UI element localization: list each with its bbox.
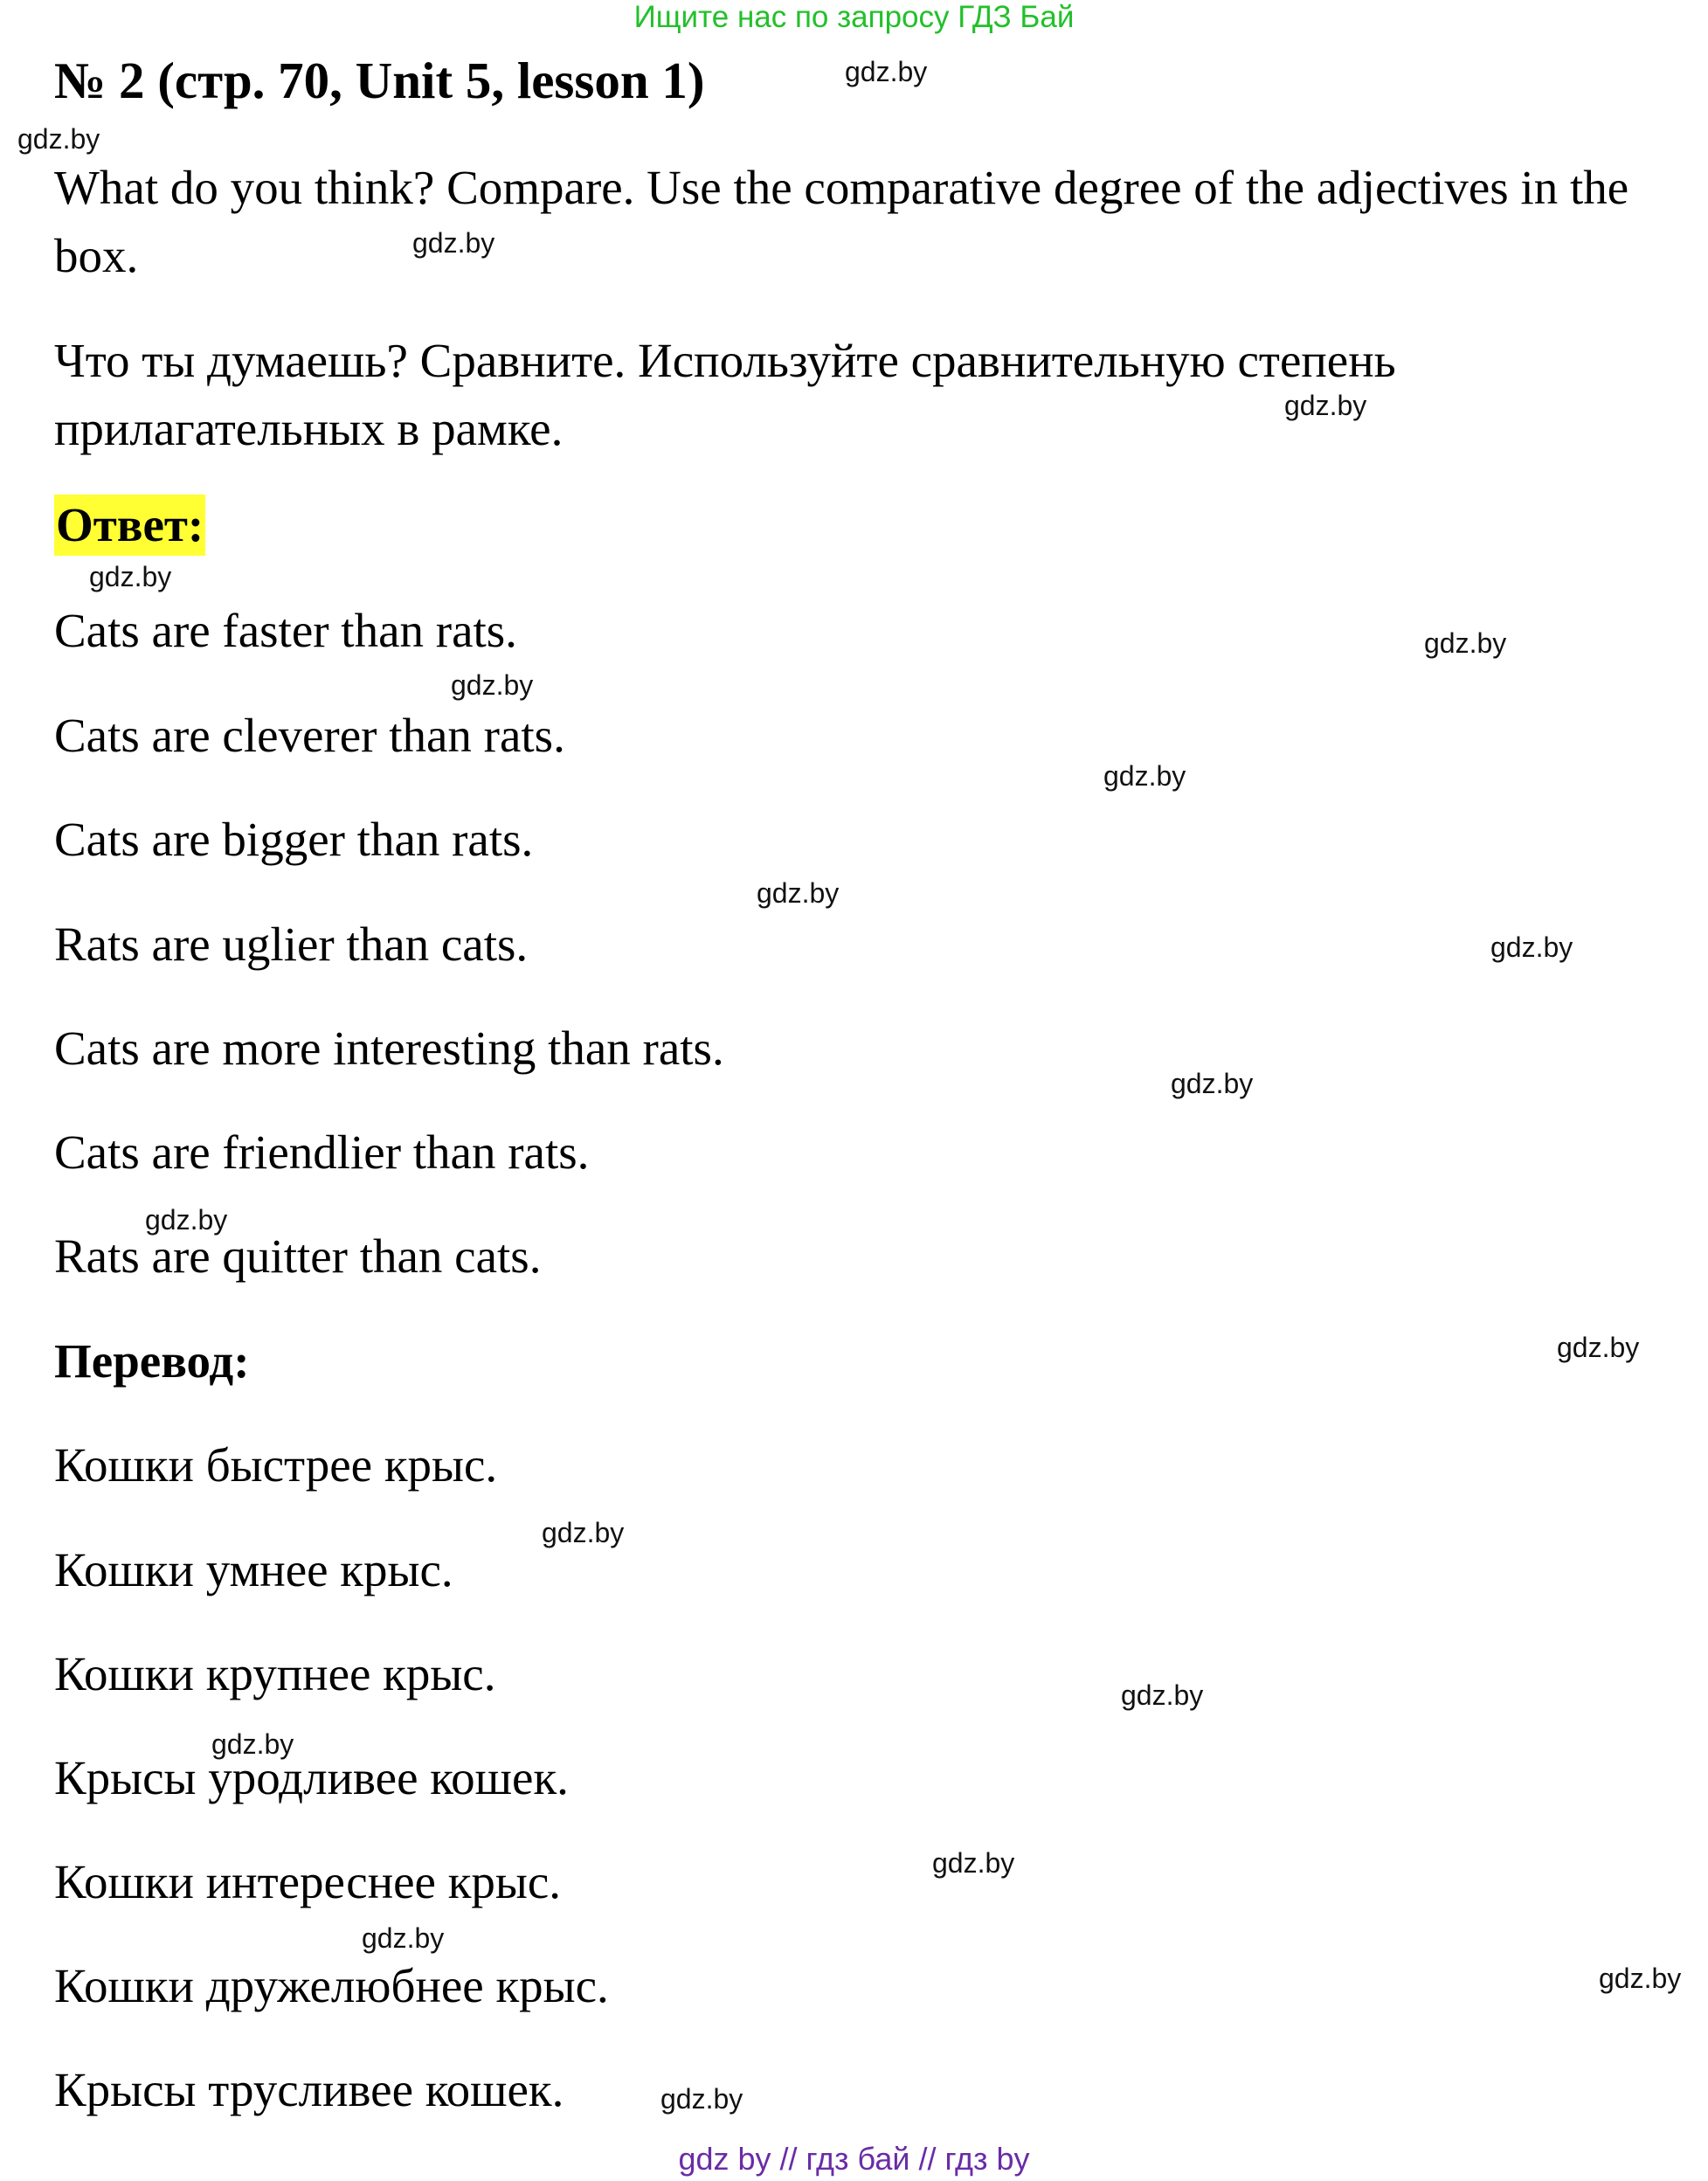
- translation-line: Крысы трусливее кошек.: [54, 2063, 564, 2116]
- answer-line: Cats are friendlier than rats.: [54, 1125, 590, 1179]
- watermark: gdz.by: [1599, 1963, 1682, 1994]
- watermark: gdz.by: [1121, 1679, 1204, 1711]
- footer-links: gdz by // гдз бай // гдз by: [678, 2141, 1030, 2177]
- watermark: gdz.by: [17, 123, 100, 155]
- watermark: gdz.by: [362, 1922, 445, 1954]
- answer-line: Cats are bigger than rats.: [54, 813, 534, 866]
- watermark: gdz.by: [1490, 931, 1573, 963]
- translation-line: Кошки умнее крыс.: [54, 1543, 453, 1596]
- watermark: gdz.by: [1103, 760, 1186, 792]
- watermark: gdz.by: [211, 1728, 294, 1760]
- answer-line: Rats are uglier than cats.: [54, 917, 529, 971]
- watermark: gdz.by: [89, 561, 172, 592]
- page-title: № 2 (стр. 70, Unit 5, lesson 1): [54, 52, 705, 109]
- translation-line: Кошки интереснее крыс.: [54, 1855, 562, 1908]
- translation-line: Кошки дружелюбнее крыс.: [54, 1959, 609, 2012]
- answer-line: Rats are quitter than cats.: [54, 1229, 542, 1283]
- watermark: gdz.by: [845, 56, 928, 87]
- answer-line: Cats are faster than rats.: [54, 604, 517, 657]
- answer-line: Cats are more interesting than rats.: [54, 1021, 724, 1075]
- watermark: gdz.by: [660, 2083, 743, 2115]
- watermark: gdz.by: [932, 1847, 1015, 1879]
- watermark: gdz.by: [1557, 1332, 1640, 1363]
- watermark: gdz.by: [1171, 1068, 1254, 1099]
- task-russian: Что ты думаешь? Сравните. Используйте сравнительную степень прилагательных в рамке.: [54, 334, 1396, 455]
- watermark: gdz.by: [542, 1517, 625, 1548]
- translation-line: Кошки быстрее крыс.: [54, 1438, 498, 1492]
- watermark: gdz.by: [451, 669, 534, 701]
- top-banner: Ищите нас по запросу ГДЗ Бай: [633, 0, 1075, 34]
- watermark: gdz.by: [1424, 627, 1507, 659]
- translation-line: Крысы уродливее кошек.: [54, 1751, 569, 1804]
- watermark: gdz.by: [1284, 390, 1367, 421]
- answer-line: Cats are cleverer than rats.: [54, 709, 565, 762]
- translation-label: Перевод:: [54, 1334, 250, 1388]
- translation-line: Кошки крупнее крыс.: [54, 1647, 496, 1700]
- watermark: gdz.by: [412, 227, 495, 259]
- watermark: gdz.by: [757, 877, 840, 909]
- task-english: What do you think? Compare. Use the comparative degree of the adjectives in the box.: [54, 161, 1629, 282]
- answer-label: Ответ:: [54, 495, 205, 556]
- watermark: gdz.by: [145, 1204, 228, 1236]
